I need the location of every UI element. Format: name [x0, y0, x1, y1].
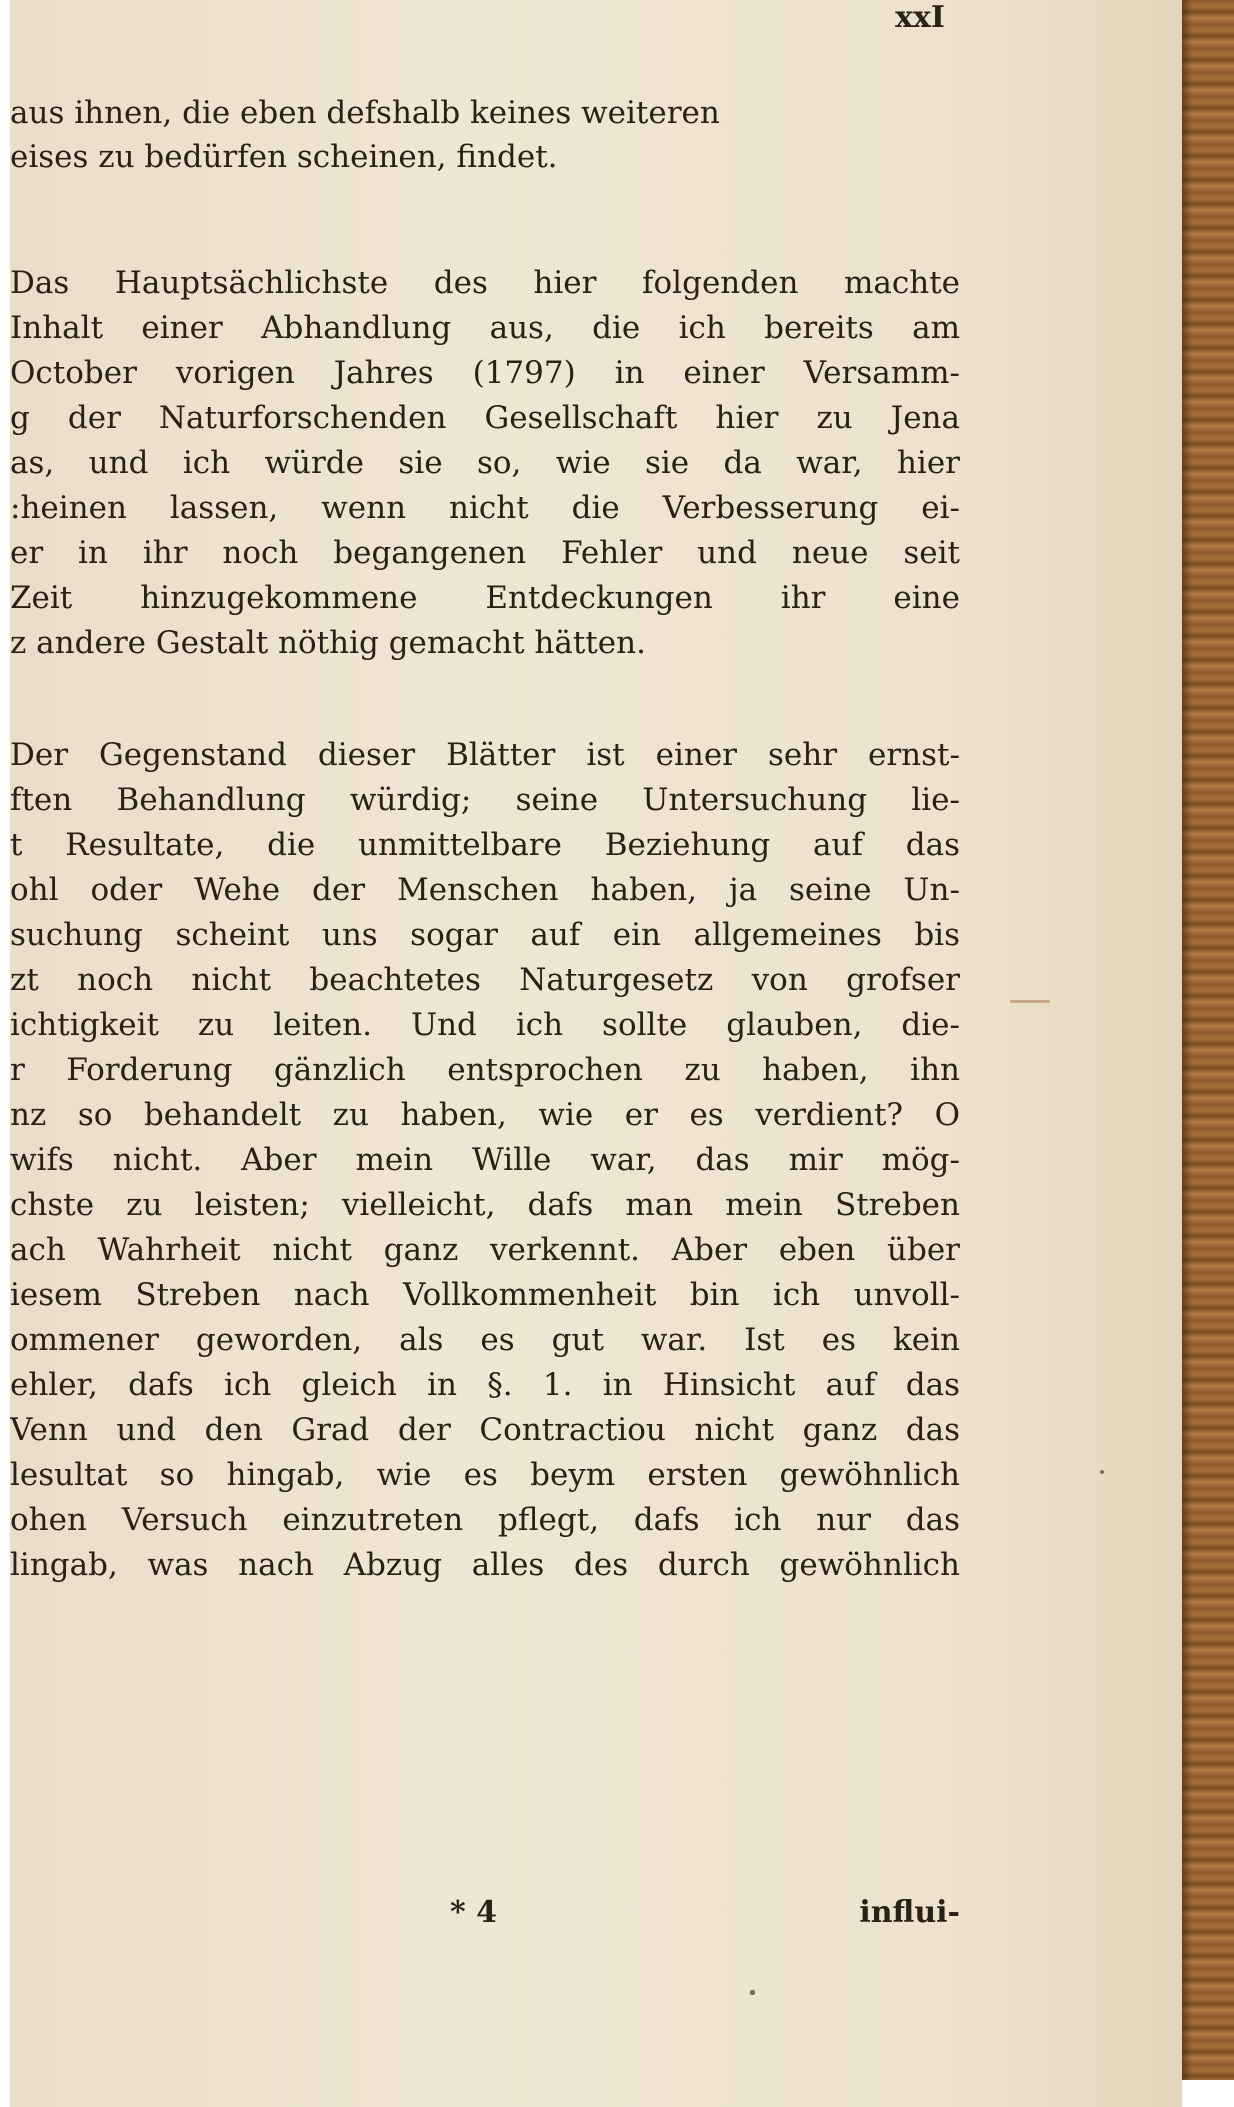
text-line: aus ihnen, die eben defshalb keines weiteren [10, 95, 720, 131]
paper-speck [1100, 1470, 1104, 1474]
paper-speck [750, 1990, 755, 1995]
text-line: Zeit hinzugekommene Entdeckungen ihr eine [10, 580, 960, 616]
text-line: er in ihr noch begangenen Fehler und neue seit [10, 535, 960, 571]
catchword: influi- [859, 1895, 960, 1930]
text-line: ften Behandlung würdig; seine Untersuchung lie- [10, 782, 960, 818]
text-line: October vorigen Jahres (1797) in einer Versamm- [10, 355, 960, 391]
paper-stain [1010, 1000, 1050, 1003]
text-line: z andere Gestalt nöthig gemacht hätten. [10, 625, 646, 661]
text-line: chste zu leisten; vielleicht, dafs man mein Streben [10, 1187, 960, 1223]
text-line: iesem Streben nach Vollkommenheit bin ich unvoll- [10, 1277, 960, 1313]
text-line: wifs nicht. Aber mein Wille war, das mir mög- [10, 1142, 960, 1178]
book-spine-edge [1182, 0, 1234, 2080]
text-line: zt noch nicht beachtetes Naturgesetz von grofser [10, 962, 960, 998]
text-line: eises zu bedürfen scheinen, findet. [10, 139, 558, 175]
text-line: nz so behandelt zu haben, wie er es verdient? O [10, 1097, 960, 1133]
text-line: as, und ich würde sie so, wie sie da war, hier [10, 445, 960, 481]
text-line: ehler, dafs ich gleich in §. 1. in Hinsicht auf das [10, 1367, 960, 1403]
text-line: ommener geworden, als es gut war. Ist es kein [10, 1322, 960, 1358]
text-line: ach Wahrheit nicht ganz verkennt. Aber eben über [10, 1232, 960, 1268]
page-footer [10, 1895, 960, 1941]
text-line: :heinen lassen, wenn nicht die Verbesserung ei- [10, 490, 960, 526]
text-line: ichtigkeit zu leiten. Und ich sollte glauben, die- [10, 1007, 960, 1043]
text-line: Der Gegenstand dieser Blätter ist einer sehr ernst- [10, 737, 960, 773]
text-line: r Forderung gänzlich entsprochen zu haben, ihn [10, 1052, 960, 1088]
text-line: t Resultate, die unmittelbare Beziehung auf das [10, 827, 960, 863]
text-line: ohen Versuch einzutreten pflegt, dafs ich nur das [10, 1502, 960, 1538]
text-line: suchung scheint uns sogar auf ein allgemeines bis [10, 917, 960, 953]
running-head: xxI [895, 0, 945, 35]
book-page [10, 0, 1182, 2107]
text-line: ohl oder Wehe der Menschen haben, ja seine Un- [10, 872, 960, 908]
text-line: lesultat so hingab, wie es beym ersten gewöhnlich [10, 1457, 960, 1493]
text-line: Inhalt einer Abhandlung aus, die ich bereits am [10, 310, 960, 346]
text-line: Venn und den Grad der Contractiou nicht ganz das [10, 1412, 960, 1448]
signature-mark: * 4 [450, 1895, 498, 1930]
text-line: Das Hauptsächlichste des hier folgenden machte [10, 265, 960, 301]
text-line: g der Naturforschenden Gesellschaft hier zu Jena [10, 400, 960, 436]
text-line: lingab, was nach Abzug alles des durch gewöhnlich [10, 1547, 960, 1583]
